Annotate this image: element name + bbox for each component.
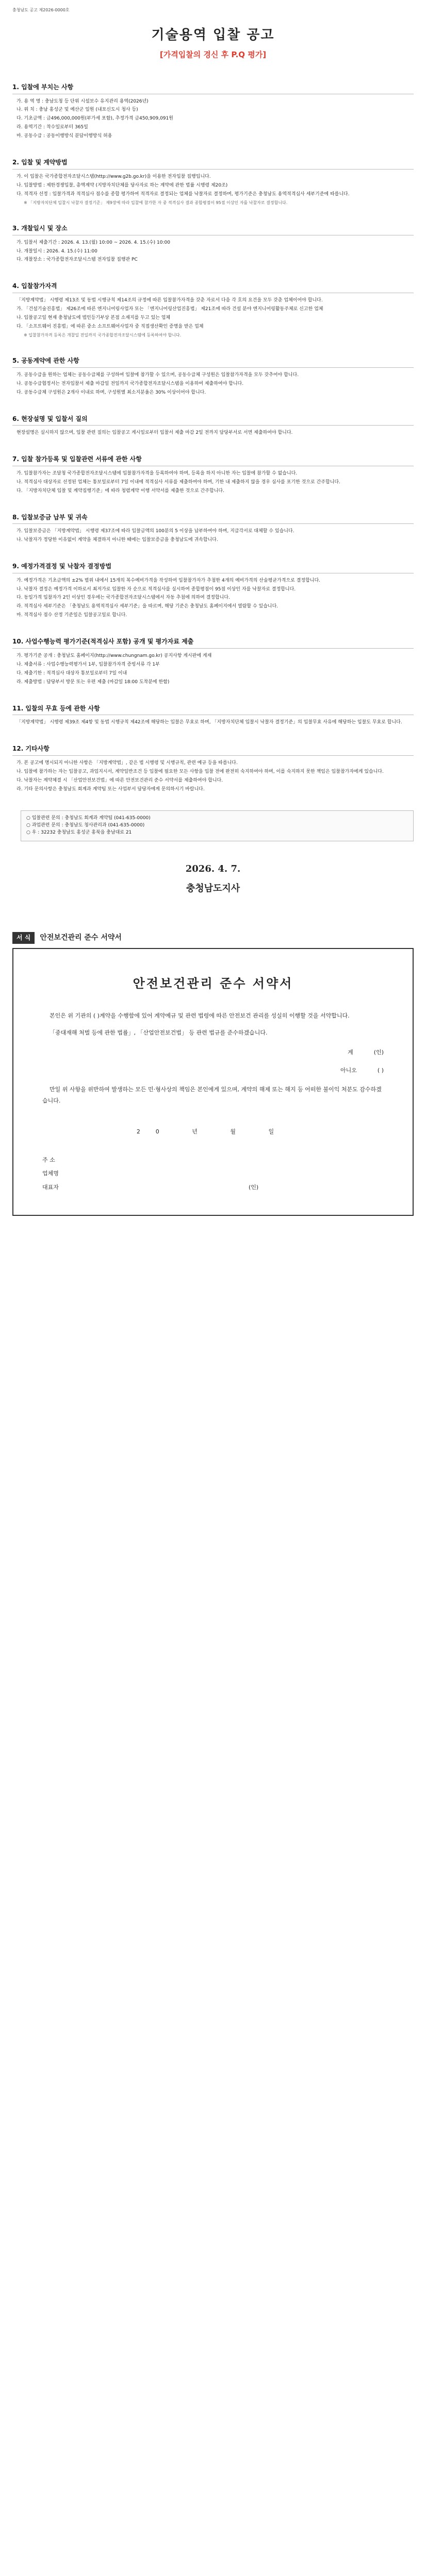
contact-line: ○ 입찰관련 문의 : 충청남도 회계과 계약팀 (041-635-0000) [26, 816, 151, 821]
section-line: 나. 낙찰자 결정은 예정가격 이하로서 최저가로 입찰한 자 순으로 적격심사를 실시하여 종합평점이 95점 이상인 자를 낙찰자로 결정합니다. [17, 586, 296, 592]
form-body: 「중대재해 처벌 등에 관한 법률」, 「산업안전보건법」 등 관련 법규를 준수하겠습니다. [50, 1029, 268, 1036]
section-line: 라. 적격심사 세부기준은 「충청남도 용역적격심사 세부기준」을 따르며, 해당 기준은 충청남도 홈페이지에서 열람할 수 있습니다. [17, 604, 278, 609]
notice-section [12, 637, 414, 686]
section-heading: 3. 개찰일시 및 장소 [12, 224, 414, 235]
form-body: 만일 위 사항을 위반하여 발생하는 모든 민·형사상의 책임은 본인에게 있으며, 계약의 해제 또는 해지 등 어떠한 불이익 처분도 감수하겠습니다. [42, 1086, 382, 1104]
section-line: 현장설명은 실시하지 않으며, 입찰 관련 질의는 입찰공고 게시일로부터 입찰서 제출 마감 2일 전까지 담당부서로 서면 제출하여야 합니다. [17, 430, 293, 436]
section-line: 가. 입찰보증금은 「지방계약법」 시행령 제37조에 따라 입찰금액의 100분의 5 이상을 납부하여야 하며, 지급각서로 대체할 수 있습니다. [17, 529, 294, 534]
section-line: 나. 개찰일시 : 2026. 4. 15.(수) 11:00 [17, 248, 97, 254]
form-name: 안전보건관리 준수 서약서 [40, 933, 122, 942]
contacts-box [21, 810, 414, 841]
section-line: 다. 「지방자치단체 입찰 및 계약집행기준」에 따라 청렴계약 이행 서약서를 제출한 것으로 간주합니다. [17, 488, 224, 494]
section-line: 나. 적격심사 대상자로 선정된 업체는 통보일로부터 7일 이내에 적격심사 서류를 제출하여야 하며, 기한 내 제출하지 않을 경우 심사를 포기한 것으로 간주합니다. [17, 479, 340, 485]
section-line: 다. 적격자 선정 : 입찰가격과 적격심사 점수를 종합 평가하여 적격자로 결정되는 업체를 낙찰자로 결정하며, 평가기준은 충청남도 용역적격심사 세부기준에 따릅니다. [17, 191, 350, 197]
section-line: 다. 기초금액 : 금496,000,000원(부가세 포함), 추정가격 금450,909,091원 [17, 116, 173, 122]
section-line: 라. 기타 문의사항은 충청남도 회계과 계약팀 또는 사업부서 담당자에게 문의하시기 바랍니다. [17, 786, 205, 792]
notice-title: 기술용역 입찰 공고 [151, 27, 275, 43]
section-line: 마. 공동수급 : 공동이행방식 분담이행방식 허용 [17, 133, 112, 139]
signature-label: 아니오 [340, 1066, 357, 1074]
form-date: 20 년 월 일 [136, 1128, 290, 1135]
section-line: 나. 입찰에 참가하는 자는 입찰공고, 과업지시서, 계약일반조건 등 입찰에 필요한 모든 사항을 입찰 전에 완전히 숙지하여야 하며, 이를 숙지하지 못한 책임은 입찰참가자에게 있습니다. [17, 769, 384, 774]
section-line: 「지방계약법」 시행령 제39조 제4항 및 동법 시행규칙 제42조에 해당하는 입찰은 무효로 하며, 「지방자치단체 입찰시 낙찰자 결정기준」의 입찰무효 사유에 해당하는 입찰도 무효로 합니다. [17, 720, 402, 725]
section-line: 다. 「소프트웨어 진흥법」에 따른 중소 소프트웨어사업자 중 직접생산확인 증명을 받은 업체 [17, 324, 204, 329]
notice-section [12, 158, 414, 206]
notice-section [12, 356, 414, 396]
notice-date: 2026. 4. 7. [185, 863, 241, 875]
section-line: 다. 개찰장소 : 국가종합전자조달시스템 전자입찰 집행관 PC [17, 257, 138, 263]
section-line: 가. 용 역 명 : 충남도청 등 단위 시설보수 유지관리 용역(2026년) [17, 98, 149, 104]
signature-seal: ( ) [377, 1066, 384, 1074]
notice-section [12, 562, 414, 619]
notice-section [12, 281, 414, 338]
ceo-label: 대표자 [42, 1183, 59, 1191]
section-heading: 4. 입찰참가자격 [12, 281, 414, 293]
signature-seal: (인) [373, 1048, 384, 1056]
section-line: 다. 낙찰자는 계약체결 시 「산업안전보건법」에 따른 안전보건관리 준수 서약서를 제출하여야 합니다. [17, 777, 223, 783]
ceo-seal: (인) [249, 1183, 259, 1191]
section-line: 「지방계약법」 시행령 제13조 및 동법 시행규칙 제14조의 규정에 따른 입찰참가자격을 갖춘 자로서 다음 각 호의 요건을 모두 갖춘 업체이어야 합니다. [17, 298, 323, 303]
notice-section [12, 414, 414, 437]
document [0, 0, 426, 1216]
section-line: 다. 공동수급체 구성원은 2개사 이내로 하며, 구성원별 최소지분율은 30% 이상이어야 합니다. [17, 389, 206, 395]
section-line: 나. 낙찰자가 정당한 이유없이 계약을 체결하지 아니한 때에는 입찰보증금을 충청남도에 귀속합니다. [17, 537, 218, 543]
sections-container [12, 82, 414, 793]
form-tag: 서 식 [12, 932, 35, 944]
notice-subtitle: [가격입찰의 경신 후 P.Q 평가] [159, 49, 267, 59]
section-line: 마. 적격심사 점수 산정 기준일은 입찰공고일로 합니다. [17, 613, 127, 618]
section-line: 가. 입찰서 제출기간 : 2026. 4. 13.(월) 10:00 ~ 2026. 4. 15.(수) 10:00 [17, 240, 170, 245]
section-line: ※ 「지방자치단체 입찰시 낙찰자 결정기준」 제9장에 따라 입찰에 참가한 자 중 적격심사 결과 종합평점이 95점 이상인 자를 낙찰자로 결정합니다. [24, 200, 288, 205]
signature-label: 계 [348, 1048, 353, 1056]
section-line: 가. 평가기준 공개 : 충청남도 홈페이지(http://www.chungnam.go.kr) 공지사항 게시판에 게재 [17, 653, 212, 658]
section-line: 가. 예정가격은 기초금액의 ±2% 범위 내에서 15개의 복수예비가격을 작성하여 입찰참가자가 추첨한 4개의 예비가격의 산술평균가격으로 결정합니다. [17, 578, 321, 583]
contact-line: ○ 우 : 32232 충청남도 홍성군 홍북읍 충남대로 21 [26, 830, 132, 836]
section-line: 다. 동일가격 입찰자가 2인 이상인 경우에는 국가종합전자조달시스템에서 자동 추첨에 의하여 결정합니다. [17, 595, 230, 601]
section-line: 나. 위 치 : 충남 홍성군 및 예산군 일원 (내포신도시 청사 등) [17, 107, 138, 113]
section-line: 다. 제출기한 : 적격심사 대상자 통보일로부터 7일 이내 [17, 670, 127, 676]
notice-section [12, 744, 414, 793]
notice-section [12, 704, 414, 727]
section-line: 라. 제출방법 : 담당부서 방문 또는 우편 제출 (마감일 18:00 도착분에 한함) [17, 679, 170, 685]
signature-row [42, 1048, 384, 1057]
section-heading: 11. 입찰의 무효 등에 관한 사항 [12, 704, 414, 716]
notice-section [12, 82, 414, 140]
section-heading: 9. 예정가격결정 및 낙찰자 결정방법 [12, 562, 414, 573]
section-line: 나. 입찰방법 : 제한경쟁입찰, 총액계약 (지방자치단체를 당사자로 하는 계약에 관한 법률 시행령 제20조) [17, 182, 228, 188]
notice-section [12, 224, 414, 264]
section-line: 나. 공동수급협정서는 전자입찰서 제출 마감일 전일까지 국가종합전자조달시스템을 이용하여 제출하여야 합니다. [17, 381, 244, 386]
section-line: 나. 제출서류 : 사업수행능력평가서 1부, 입찰참가자격 증빙서류 각 1부 [17, 662, 160, 667]
form-label [12, 932, 414, 944]
section-heading: 8. 입찰보증금 납부 및 귀속 [12, 513, 414, 524]
notice-section [12, 454, 414, 495]
pledge-form [12, 948, 414, 1216]
section-line: 가. 본 공고에 명시되지 아니한 사항은 「지방계약법」, 같은 법 시행령 및 시행규칙, 관련 예규 등을 따릅니다. [17, 760, 238, 766]
notice-number: 충청남도 공고 제2026-0000호 [12, 8, 70, 12]
section-line: 나. 입찰공고일 현재 충청남도에 법인등기부상 본점 소재지를 두고 있는 업체 [17, 315, 171, 320]
form-body: 본인은 위 기관의 ( )계약을 수행함에 있어 계약예규 및 관련 법령에 따른 안전보건 관리를 성실히 이행할 것을 서약합니다. [50, 1012, 350, 1019]
section-line: 라. 용역기간 : 착수일로부터 365일 [17, 125, 88, 130]
section-heading: 5. 공동계약에 관한 사항 [12, 356, 414, 368]
issuer: 충청남도지사 [186, 883, 240, 894]
signature-row [42, 1066, 384, 1075]
company-label: 업체명 [42, 1170, 59, 1177]
section-heading: 12. 기타사항 [12, 744, 414, 756]
notice-section [12, 513, 414, 544]
form-address-block [42, 1154, 384, 1194]
section-line: 가. 공동수급을 원하는 업체는 공동수급체를 구성하여 입찰에 참가할 수 있으며, 공동수급체 구성원은 입찰참가자격을 모두 갖추어야 합니다. [17, 372, 299, 378]
section-heading: 6. 현장설명 및 입찰서 질의 [12, 414, 414, 426]
form-title: 안전보건관리 준수 서약서 [133, 975, 293, 991]
section-heading: 10. 사업수행능력 평가기준(적격심사 포함) 공개 및 평가자료 제출 [12, 637, 414, 649]
section-line: ※ 입찰참가자격 등록은 개찰일 전일까지 국가종합전자조달시스템에 등록하여야 합니다. [24, 332, 182, 337]
address-label: 주 소 [42, 1156, 55, 1163]
section-line: 가. 입찰참가자는 조달청 국가종합전자조달시스템에 입찰참가자격을 등록하여야 하며, 등록을 하지 아니한 자는 입찰에 참가할 수 없습니다. [17, 470, 298, 476]
section-heading: 2. 입찰 및 계약방법 [12, 158, 414, 170]
section-heading: 7. 입찰 참가등록 및 입찰관련 서류에 관한 사항 [12, 454, 414, 466]
section-line: 가. 「건설기술진흥법」 제26조에 따른 엔지니어링사업자 또는 「엔지니어링산업진흥법」 제21조에 따라 건설 분야 엔지니어링활동주체로 신고한 업체 [17, 306, 323, 312]
section-heading: 1. 입찰에 부치는 사항 [12, 82, 414, 94]
contact-line: ○ 과업관련 문의 : 충청남도 청사관리과 (041-635-0000) [26, 823, 145, 828]
section-line: 가. 이 입찰은 국가종합전자조달시스템(http://www.g2b.go.kr)을 이용한 전자입찰 집행입니다. [17, 174, 211, 179]
